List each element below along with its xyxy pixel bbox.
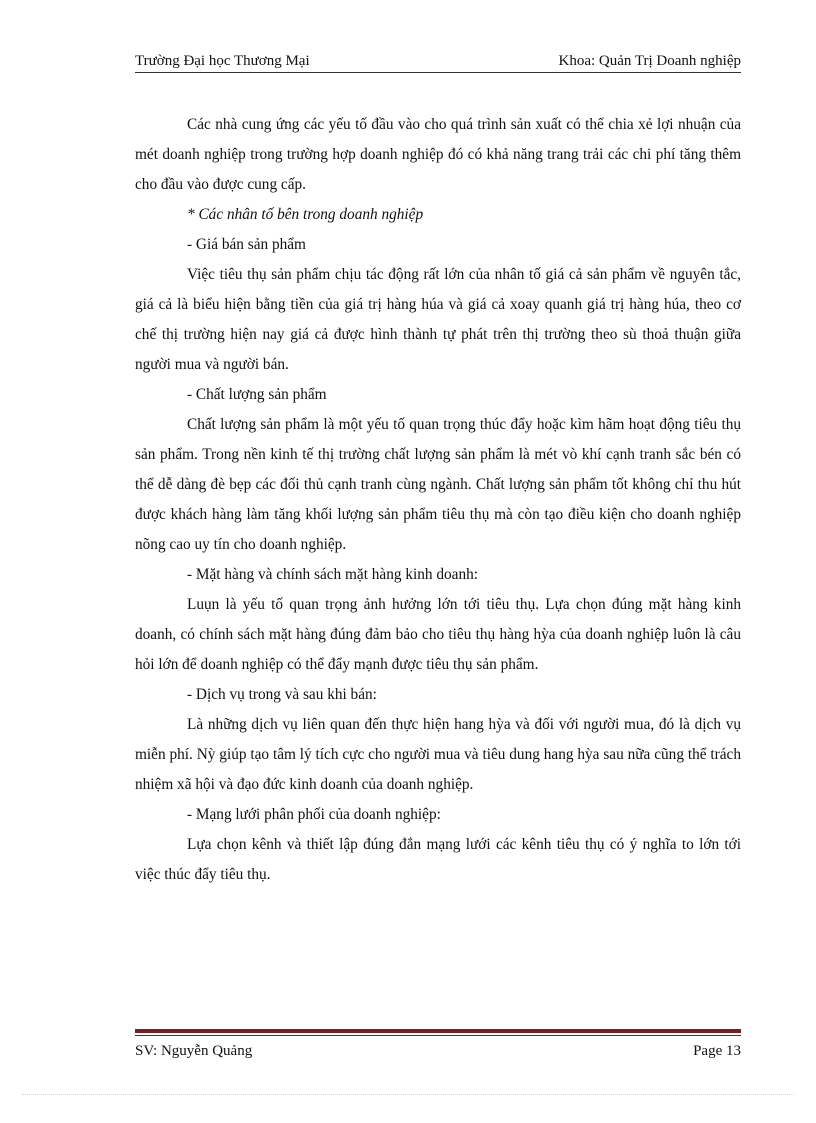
paragraph: Các nhà cung ứng các yếu tố đầu vào cho quá trình sản xuất có thể chia xẻ lợi nhuận của mét doanh nghiệp trong trường hợp doanh nghiệp đó có khả năng trang trải các chi phí tăng thêm cho đầu vào được cung cấp. (135, 116, 741, 193)
header-school-name: Trường Đại học Thương Mại (135, 53, 310, 69)
paragraph: Việc tiêu thụ sản phẩm chịu tác động rất lớn của nhân tố giá cả sản phẩm về nguyên tắc, giá cả là biểu hiện bằng tiền của giá trị hàng húa và giá cả xoay quanh giá trị hàng húa, theo cơ chế thị trường hiện nay giá cả được hình thành tự phát trên thị trường theo sù thoả thuận giữa người mua và người bán. (135, 266, 741, 373)
section-heading: * Các nhân tố bên trong doanh nghiệp (187, 206, 424, 223)
document-body (135, 110, 741, 890)
subheading: - Dịch vụ trong và sau khi bán: (187, 686, 377, 703)
subheading: - Chất lượng sản phẩm (187, 386, 327, 403)
subheading: - Giá bán sản phẩm (187, 236, 306, 253)
paragraph: Là những dịch vụ liên quan đến thực hiện hang hỳa và đối với người mua, đó là dịch vụ miễn phí. Nỳ giúp tạo tâm lý tích cực cho người mua và tiêu dung hang hỳa sau nữa cũng thể trách nhiệm xã hội và đạo đức kinh doanh của doanh nghiệp. (135, 716, 741, 793)
page-header (135, 50, 741, 72)
page-footer (135, 1040, 741, 1062)
footer-divider-thick (135, 1029, 741, 1033)
header-faculty-name: Khoa: Quản Trị Doanh nghiệp (558, 53, 741, 69)
page-number (693, 1040, 741, 1062)
page-edge-divider (22, 1094, 794, 1095)
subheading: - Mặt hàng và chính sách mặt hàng kinh doanh: (187, 566, 478, 583)
paragraph: Luụn là yếu tố quan trọng ảnh hưởng lớn tới tiêu thụ. Lựa chọn đúng mặt hàng kinh doanh, có chính sách mặt hàng đúng đảm bảo cho tiêu thụ hàng hỳa của doanh nghiệp luôn là câu hỏi lớn để doanh nghiệp có thể đẩy mạnh được tiêu thụ sản phẩm. (135, 596, 741, 673)
footer-divider-thin (135, 1035, 741, 1036)
subheading: - Mạng lưới phân phối của doanh nghiệp: (187, 806, 441, 823)
page-number-value: 13 (726, 1043, 741, 1059)
paragraph: Lựa chọn kênh và thiết lập đúng đắn mạng lưới các kênh tiêu thụ có ý nghĩa to lớn tới việc thúc đẩy tiêu thụ. (135, 836, 741, 883)
header-divider (135, 72, 741, 73)
page-label: Page (693, 1043, 723, 1059)
footer-student-name: SV: Nguyễn Quảng (135, 1043, 253, 1059)
paragraph: Chất lượng sản phẩm là một yếu tố quan trọng thúc đẩy hoặc kìm hãm hoạt động tiêu thụ sản phẩm. Trong nền kinh tế thị trường chất lượng sản phẩm là mét vò khí cạnh tranh sắc bén có thể dễ dàng đè bẹp các đối thủ cạnh tranh cùng ngành. Chất lượng sản phẩm tốt không chỉ thu hút được khách hàng làm tăng khối lượng sản phẩm tiêu thụ mà còn tạo điều kiện cho doanh nghiệp nõng cao uy tín cho doanh nghiệp. (135, 416, 741, 553)
